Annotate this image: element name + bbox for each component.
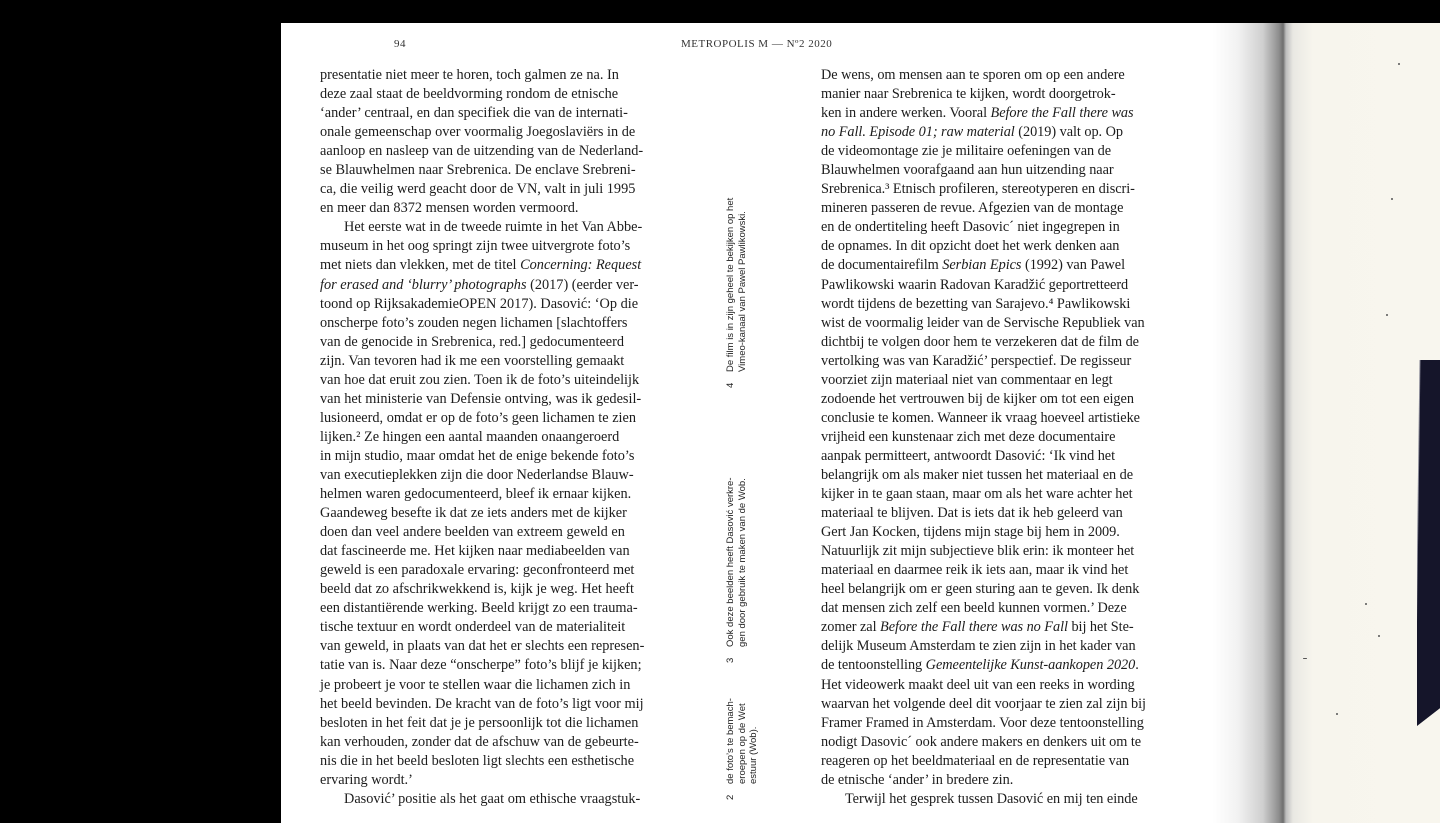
paper-speck [1378,635,1380,637]
text-run: (1992) van Pawel [1021,257,1126,274]
text-line: nodigt Dasovic´ ook andere makers en denkers uit om te [821,733,1142,750]
footnote-number: 4 [725,382,736,388]
italic-title: for erased and ‘blurry’ photographs [320,276,527,293]
text-line: heel belangrijk om er geen sturing aan te geven. Ik denk [821,581,1140,598]
text-line: waarvan het volgende deel dit voorjaar te zien zal zijn bij [821,695,1146,712]
italic-title: no Fall. Episode 01; raw material [821,124,1015,141]
paper-speck [1391,198,1393,200]
text-line: vertolking was van Karadžić’ perspectief. De regisseur [821,352,1132,369]
text-run: (2017) (eerder ver- [526,276,639,293]
text-line [821,618,1191,637]
text-line: het beeld bevinden. De kracht van de foto’s ligt voor mij [320,695,644,712]
footnote-2 [725,698,760,800]
text-line [821,656,1191,675]
footnote-line [725,477,737,663]
text-line: presentatie niet meer te horen, toch galmen ze na. In [320,67,619,83]
text-line: Dasović’ positie als het gaat om ethische vraagstuk- [344,790,641,807]
text-line: voorziet zijn materiaal niet van commentaar en legt [821,371,1113,388]
text-run: . [1135,657,1139,674]
text-line: doen dan veel andere beelden van extreem geweld en [320,524,625,541]
text-line: tische textuur en wordt onderdeel van de materialiteit [320,619,626,636]
text-line: lusioneerd, omdat er op de foto’s geen lichamen te zien [320,409,637,426]
text-line: wordt tijdens de bezetting van Sarajevo.⁴ Pawlikowski [821,295,1131,312]
text-line [821,256,1191,275]
text-line [320,276,685,295]
text-line: wist de voormalig leider van de Servische Republiek van [821,314,1145,331]
italic-title: Before the Fall there was [990,105,1134,122]
text-line: onscherpe foto’s zouden negen lichamen [slachtoffers [320,314,628,331]
text-line: dichtbij te volgen door hem te verzekeren dat de film de [821,333,1139,350]
text-line: een distantiërende werking. Beeld krijgt zo een trauma- [320,600,638,617]
footnote-line: gen door gebruik te maken van de Wob. [736,478,748,647]
text-line: dat mensen zich zelf een beeld kunnen vormen.’ Deze [821,600,1127,617]
text-run: zomer zal [821,619,881,636]
text-line: lijken.² Ze hingen een aantal maanden onaangeroerd [320,428,620,445]
text-line: in mijn studio, maar omdat het de enige bekende foto’s [320,447,635,464]
footnote-text: Ook deze beelden heeft Dasović verkre- [725,477,736,647]
text-line: belangrijk om als maker niet tussen het materiaal en de [821,466,1134,483]
text-line: Pawlikowski waarin Radovan Karadžić geportretteerd [821,276,1129,293]
text-line: dat fascineerde me. Het kijken naar mediabeelden van [320,543,630,560]
text-line: besloten in het feit dat je je persoonlijk tot die lichamen [320,714,639,731]
text-line: museum in het oog springt zijn twee uitvergrote foto’s [320,238,631,255]
text-run: met niets dan vlekken, met de titel [320,257,521,274]
text-line: toond op RijksakademieOPEN 2017). Dasović: ‘Op die [320,295,639,312]
text-line: en de ondertiteling heeft Dasovic´ niet ingegrepen in [821,219,1120,236]
text-run: (2019) valt op. Op [1014,124,1123,141]
text-line: Gert Jan Kocken, tijdens mijn stage bij hem in 2009. [821,524,1120,541]
footnote-number: 3 [725,657,736,663]
text-line: de etnische ‘ander’ in bredere zin. [821,771,1014,788]
text-line: Het eerste wat in de tweede ruimte in het Van Abbe- [344,219,643,236]
text-line: materiaal te blijven. Dat is iets dat ik heb geleerd van [821,505,1123,522]
text-line: Het videowerk maakt deel uit van een reeks in wording [821,676,1135,693]
left-text-column [320,66,685,809]
text-line: je probeert je voor te stellen waar die lichamen zich in [320,676,631,693]
text-line [320,256,685,275]
paper-speck [1365,603,1367,605]
text-line: van executieplekken zijn die door Nederlandse Blauw- [320,466,634,483]
text-line: aanpak permitteert, antwoordt Dasović: ‘Ik vind het [821,447,1116,464]
italic-title: Before the Fall there was no Fall [880,619,1068,636]
text-line: van geweld, in plaats van dat het er slechts een represen- [320,638,645,655]
text-line: onale gemeenschap over voormalig Joegoslaviërs in de [320,124,636,141]
text-line: zodoende het vertrouwen bij de kijker om tot een eigen [821,390,1134,407]
text-line: mineren passeren de revue. Afgezien van de montage [821,200,1124,217]
text-line: De wens, om mensen aan te sporen om op een andere [821,67,1125,83]
text-line: van hoe dat eruit zou zien. Toen ik de foto’s uiteindelijk [320,371,640,388]
text-line: reageren op het beeldmateriaal en de representatie van [821,752,1130,769]
text-line: Srebrenica.³ Etnisch profileren, stereotyperen en discri- [821,181,1135,198]
footnote-4 [725,198,748,388]
text-line: aanloop en nasleep van de uitzending van de Nederland- [320,143,644,160]
text-line: nis die in het beeld besloten ligt slechts een esthetische [320,752,635,769]
italic-title: Serbian Epics [942,257,1022,274]
page-number: 94 [394,38,406,50]
text-line: Natuurlijk zit mijn subjectieve blik erin: ik monteer het [821,543,1135,560]
footnote-line: eroepen op de Wet [736,703,748,784]
text-line: de opnames. In dit opzicht doet het werk denken aan [821,238,1120,255]
text-line [821,123,1191,142]
text-run: ken in andere werken. Vooral [821,105,991,122]
paper-speck [1336,713,1338,715]
text-line: deze zaal staat de beeldvorming rondom de etnische [320,86,619,103]
footnote-text: de foto’s te bemach- [725,698,736,784]
text-line [821,104,1191,123]
text-line: se Blauwhelmen naar Srebrenica. De enclave Srebreni- [320,162,636,179]
text-line: de videomontage zie je militaire oefeningen van de [821,143,1112,160]
text-line: delijk Museum Amsterdam te zien zijn in het kader van [821,638,1136,655]
text-line: helmen waren gedocumenteerd, bleef ik ernaar kijken. [320,486,632,503]
footnote-line [725,698,737,800]
footnote-line: estuur (Wob). [748,726,759,784]
text-line: ca, die veilig werd geacht door de VN, valt in juli 1995 [320,181,636,198]
footnote-line: Vimeo-kanaal van Pawel Pawlikowski. [736,211,748,372]
text-line: en meer dan 8372 mensen worden vermoord. [320,200,579,217]
text-line: conclusie te komen. Wanneer ik vraag hoeveel artistieke [821,409,1140,426]
right-text-column [821,66,1191,809]
text-line: van het ministerie van Defensie ontving, was ik gedesil- [320,390,642,407]
text-line: materiaal en daarmee reik ik iets aan, maar ik vind het [821,562,1129,579]
text-line: geweld is een paradoxale ervaring: geconfronteerd met [320,562,635,579]
text-line: ervaring wordt.’ [320,771,413,788]
footnote-text: De film is in zijn geheel te bekijken op het [725,197,736,372]
text-line: beeld dat zo afschrikwekkend is, kijk je weg. Het heeft [320,581,635,598]
italic-title: Concerning: Request [520,257,642,274]
text-line: tatie van is. Naar deze “onscherpe” foto’s blijf je kijken; [320,657,642,674]
footnote-3 [725,477,748,663]
footnote-line [725,198,737,388]
paper-speck [1386,314,1388,316]
paper-speck [1398,63,1400,65]
text-line: ‘ander’ centraal, en dan specifiek die van de internati- [320,105,628,122]
text-line: Framer Framed in Amsterdam. Voor deze tentoonstelling [821,714,1144,731]
text-line: vrijheid een kunstenaar zich met deze documentaire [821,428,1116,445]
text-line: kan verhouden, zonder dat de afschuw van de gebeurte- [320,733,639,750]
text-line: zijn. Van tevoren had ik me een voorstelling gemaakt [320,352,625,369]
text-run: bij het Ste- [1067,619,1134,636]
text-line: van de genocide in Srebrenica, red.] gedocumenteerd [320,333,625,350]
text-line: Terwijl het gesprek tussen Dasović en mij ten einde [845,790,1138,807]
artwork-dark-shape [1417,360,1440,810]
text-line: manier naar Srebrenica te kijken, wordt doorgetrok- [821,86,1116,103]
text-line: Gaandeweg besefte ik dat ze iets anders met de kijker [320,505,627,522]
italic-title: Gemeentelijke Kunst-aankopen 2020 [925,657,1136,674]
left-page [281,23,1283,823]
magazine-title: METROPOLIS M — Nº2 2020 [681,38,833,50]
text-line: kijker in te gaan staan, maar om als het ware achter het [821,486,1133,503]
text-run: de tentoonstelling [821,657,926,674]
paper-speck [1303,658,1307,659]
text-line: Blauwhelmen voorafgaand aan hun uitzending naar [821,162,1114,179]
text-run: de documentairefilm [821,257,943,274]
footnote-number: 2 [725,794,736,800]
